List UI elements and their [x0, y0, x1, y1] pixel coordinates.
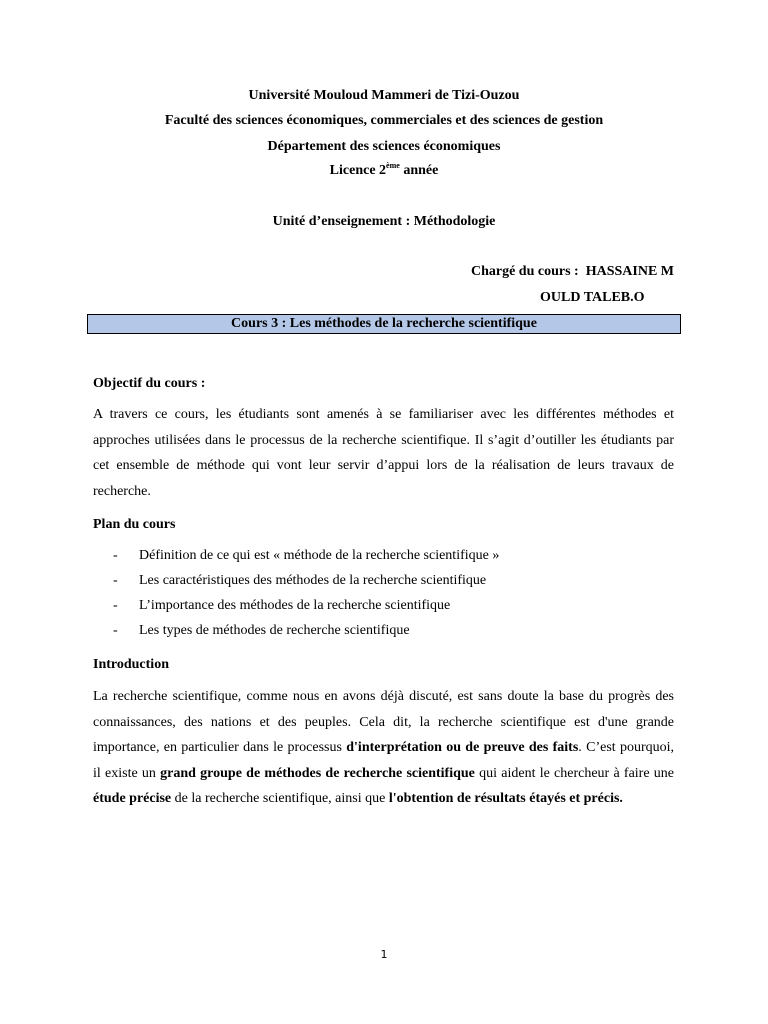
- intro-bold-4: l'obtention de résultats étayés et précis.: [388, 791, 623, 806]
- university-name: Université Mouloud Mammeri de Tizi-Ouzou: [248, 88, 520, 103]
- list-bullet: -: [113, 623, 118, 638]
- teaching-unit: Unité d’enseignement : Méthodologie: [272, 214, 496, 229]
- plan-heading: Plan du cours: [93, 517, 176, 532]
- list-item: [113, 571, 673, 596]
- intro-bold-2: grand groupe de méthodes de recherche scientifique: [160, 765, 475, 781]
- list-item-text: Les types de méthodes de recherche scientifique: [139, 623, 410, 638]
- course-lecturer-line-1: Chargé du cours : HASSAINE M: [470, 264, 674, 279]
- course-title-banner: Cours 3 : Les méthodes de la recherche scientifique: [87, 314, 681, 334]
- intro-text-2: . C’est pourquoi, il existe un: [93, 740, 675, 781]
- introduction-heading: Introduction: [93, 657, 169, 672]
- licence-suffix: année: [399, 163, 439, 178]
- department-name: Département des sciences économiques: [267, 139, 501, 154]
- list-item-text: L’importance des méthodes de la recherche scientifique: [139, 598, 451, 613]
- intro-text-3: qui aident le chercheur à faire une: [474, 765, 675, 781]
- introduction-paragraph: [93, 684, 674, 812]
- list-bullet: -: [113, 548, 118, 563]
- list-bullet: -: [113, 573, 118, 588]
- faculty-name: Faculté des sciences économiques, commerciales et des sciences de gestion: [164, 113, 604, 128]
- list-bullet: -: [113, 598, 118, 613]
- intro-bold-3: étude précise: [93, 791, 172, 806]
- list-item-text: Définition de ce qui est « méthode de la recherche scientifique »: [139, 548, 500, 563]
- intro-text-1: La recherche scientifique, comme nous en avons déjà discuté, est sans doute la base du progrès des connaissances, des nations et des peuples. Cela dit, la recherche scientifique est d'une grande importance, en particulier dans le processus: [93, 689, 674, 755]
- licence-superscript: ème: [386, 161, 400, 170]
- list-item: [113, 596, 673, 621]
- objective-heading: Objectif du cours :: [93, 376, 206, 391]
- plan-list: [113, 546, 673, 646]
- page-number: 1: [380, 948, 388, 961]
- course-lecturer-line-2: OULD TALEB.O: [540, 290, 645, 305]
- licence-year: [0, 162, 768, 180]
- objective-paragraph: A travers ce cours, les étudiants sont amenés à se familiariser avec les différentes méthodes et approches utilisées dans le processus de la recherche scientifique. Il s’agit d’outiller les étudiants par cet ensemble de méthode qui vont leur servir d’appui lors de la réalisation de leurs travaux de recherche.: [93, 407, 674, 499]
- intro-text-4: de la recherche scientifique, ainsi que: [171, 791, 389, 806]
- intro-bold-1: d'interprétation ou de preuve des faits: [346, 740, 579, 755]
- list-item: [113, 621, 673, 646]
- list-item-text: Les caractéristiques des méthodes de la recherche scientifique: [139, 573, 487, 588]
- list-item: [113, 546, 673, 571]
- licence-prefix: Licence 2: [329, 163, 387, 178]
